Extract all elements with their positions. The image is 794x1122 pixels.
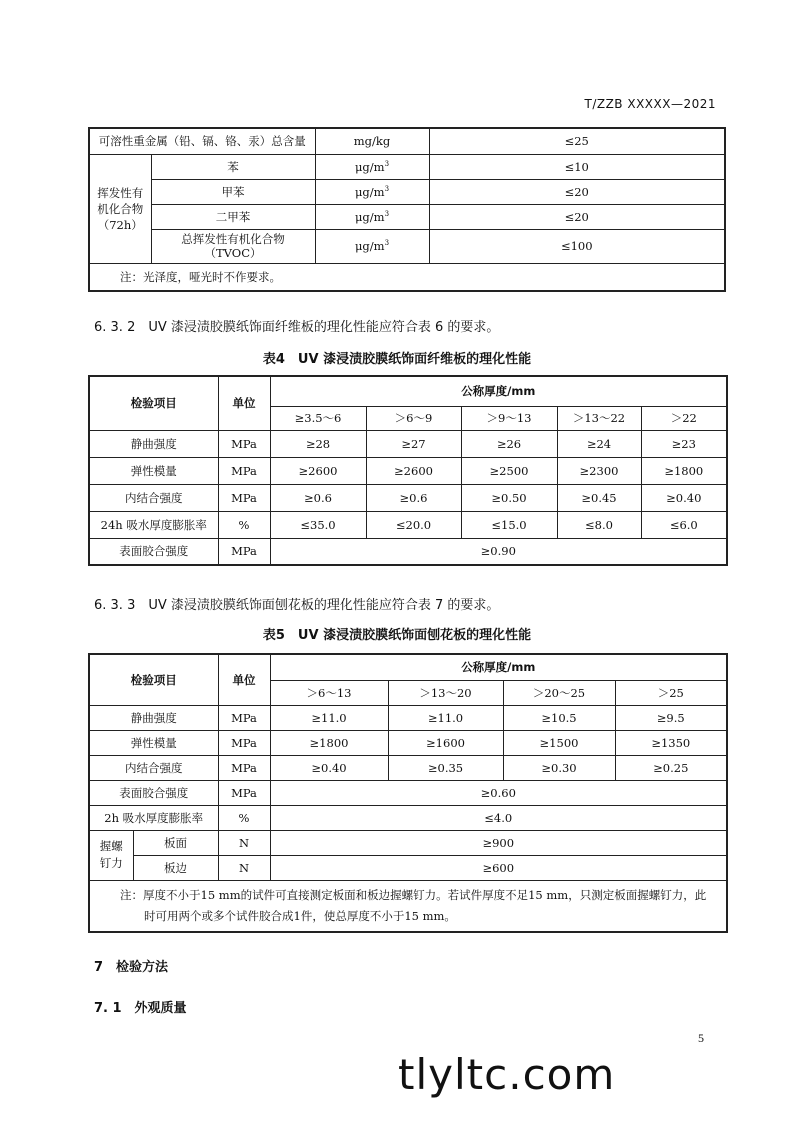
thickness-col: ＞9～13 — [461, 406, 557, 430]
item-cell: 24h 吸水厚度膨胀率 — [89, 511, 218, 538]
table-row — [89, 705, 727, 730]
value-cell: ≥24 — [557, 430, 641, 457]
thickness-col: ＞13～22 — [557, 406, 641, 430]
table-row — [89, 855, 727, 880]
value-cell: ≤6.0 — [641, 511, 727, 538]
item-cell: 表面胶合强度 — [89, 780, 218, 805]
value-cell: ≥1800 — [641, 457, 727, 484]
unit-cell: $\mu g/m^3$ — [315, 204, 429, 229]
section-heading-7: 7 检验方法 — [94, 960, 169, 975]
item-cell: 表面胶合强度 — [89, 538, 218, 565]
value-cell: ≤35.0 — [270, 511, 366, 538]
value-cell: ≥2300 — [557, 457, 641, 484]
thickness-col: ＞13～20 — [388, 680, 503, 705]
value-cell: ≥600 — [270, 855, 727, 880]
voc-group-label: 挥发性有机化合物（72h） — [89, 154, 151, 263]
header-thickness: 公称厚度/mm — [270, 654, 727, 680]
section-heading-7-1: 7. 1 外观质量 — [94, 1001, 187, 1016]
table-row — [89, 484, 727, 511]
header-unit: 单位 — [218, 654, 270, 705]
unit-cell: MPa — [218, 755, 270, 780]
paragraph-6-3-3: 6. 3. 3 UV 漆浸渍胶膜纸饰面刨花板的理化性能应符合表 7 的要求。 — [94, 598, 500, 613]
value-cell: ≥0.25 — [615, 755, 727, 780]
item-cell: 弹性模量 — [89, 457, 218, 484]
unit-cell: MPa — [218, 705, 270, 730]
value-cell: ≤10 — [429, 154, 725, 179]
table-note-row — [89, 263, 725, 291]
table-row — [89, 229, 725, 263]
unit-cell: MPa — [218, 457, 270, 484]
unit-cell: $\mu g/m^3$ — [315, 179, 429, 204]
value-cell: ≥27 — [366, 430, 461, 457]
table-row — [89, 538, 727, 565]
value-cell: ≥0.45 — [557, 484, 641, 511]
unit-cell: $\mu g/m^3$ — [315, 154, 429, 179]
unit-cell: % — [218, 511, 270, 538]
paragraph-6-3-2: 6. 3. 2 UV 漆浸渍胶膜纸饰面纤维板的理化性能应符合表 6 的要求。 — [94, 320, 500, 335]
unit-cell: N — [218, 830, 270, 855]
value-cell: ≥1500 — [503, 730, 615, 755]
table-row — [89, 805, 727, 830]
value-cell: ≥11.0 — [270, 705, 388, 730]
value-cell: ≥0.40 — [270, 755, 388, 780]
table-row — [89, 430, 727, 457]
unit-cell: MPa — [218, 430, 270, 457]
value-cell: ≤20 — [429, 204, 725, 229]
header-item: 检验项目 — [89, 376, 218, 430]
value-cell: ≥1350 — [615, 730, 727, 755]
unit-cell: MPa — [218, 538, 270, 565]
value-cell: ≥900 — [270, 830, 727, 855]
value-cell: ≥1800 — [270, 730, 388, 755]
header-unit: 单位 — [218, 376, 270, 430]
table-row — [89, 179, 725, 204]
table-top — [88, 127, 726, 292]
unit-cell: MPa — [218, 484, 270, 511]
value-cell: ≤20 — [429, 179, 725, 204]
table5 — [88, 653, 728, 933]
value-cell: ≥1600 — [388, 730, 503, 755]
value-cell: ≤25 — [429, 128, 725, 154]
item-cell: 板面 — [133, 830, 218, 855]
unit-cell: $\mu g/m^3$ — [315, 229, 429, 263]
header-item: 检验项目 — [89, 654, 218, 705]
value-cell: ≤15.0 — [461, 511, 557, 538]
item-cell: 弹性模量 — [89, 730, 218, 755]
value-cell: ≥11.0 — [388, 705, 503, 730]
value-cell: ≥26 — [461, 430, 557, 457]
value-cell: ≤20.0 — [366, 511, 461, 538]
unit-cell: MPa — [218, 780, 270, 805]
value-cell: ≥0.50 — [461, 484, 557, 511]
item-cell: 二甲苯 — [151, 204, 315, 229]
value-cell: ≥0.6 — [270, 484, 366, 511]
item-cell: 可溶性重金属（铅、镉、铬、汞）总含量 — [89, 128, 315, 154]
table-note-row — [89, 880, 727, 932]
header-thickness: 公称厚度/mm — [270, 376, 727, 406]
table-note: 注：光泽度，哑光时不作要求。 — [89, 263, 725, 291]
value-cell: ≥0.35 — [388, 755, 503, 780]
item-cell: 内结合强度 — [89, 484, 218, 511]
table4-caption: 表4 UV 漆浸渍胶膜纸饰面纤维板的理化性能 — [262, 352, 532, 367]
table-header-row — [89, 376, 727, 406]
value-cell: ≥0.6 — [366, 484, 461, 511]
unit-cell: mg/kg — [315, 128, 429, 154]
table-note — [89, 880, 727, 932]
thickness-col: ＞22 — [641, 406, 727, 430]
table-row — [89, 830, 727, 855]
table5-caption: 表5 UV 漆浸渍胶膜纸饰面刨花板的理化性能 — [262, 628, 532, 643]
value-cell: ≥2500 — [461, 457, 557, 484]
value-cell: ≥2600 — [270, 457, 366, 484]
table-note-line: 时可用两个或多个试件胶合成1件，使总厚度不小于15 mm。 — [144, 908, 456, 923]
screw-group-label: 握螺钉力 — [89, 830, 133, 880]
value-cell: ≥10.5 — [503, 705, 615, 730]
value-cell: ≥0.60 — [270, 780, 727, 805]
value-cell: ≤100 — [429, 229, 725, 263]
table-row — [89, 128, 725, 154]
watermark-text: tlyltc.com — [398, 1050, 616, 1099]
value-cell: ≥9.5 — [615, 705, 727, 730]
unit-cell: % — [218, 805, 270, 830]
thickness-col: ＞6～9 — [366, 406, 461, 430]
value-cell: ≥2600 — [366, 457, 461, 484]
thickness-col: ＞6～13 — [270, 680, 388, 705]
table4 — [88, 375, 728, 566]
value-cell: ≥0.90 — [270, 538, 727, 565]
item-cell: 甲苯 — [151, 179, 315, 204]
unit-cell: MPa — [218, 730, 270, 755]
table-note-line: 注：厚度不小于15 mm的试件可直接测定板面和板边握螺钉力。若试件厚度不足15 mm，只测定板面握螺钉力，此 — [120, 887, 707, 902]
item-cell: 2h 吸水厚度膨胀率 — [89, 805, 218, 830]
thickness-col: ≥3.5～6 — [270, 406, 366, 430]
document-number: T/ZZB XXXXX—2021 — [584, 97, 716, 111]
value-cell: ≤4.0 — [270, 805, 727, 830]
table-row — [89, 511, 727, 538]
table-row — [89, 755, 727, 780]
table-row — [89, 204, 725, 229]
table-row — [89, 730, 727, 755]
page-number: 5 — [698, 1031, 704, 1045]
unit-cell: N — [218, 855, 270, 880]
value-cell: ≥23 — [641, 430, 727, 457]
value-cell: ≥0.40 — [641, 484, 727, 511]
table-row — [89, 154, 725, 179]
thickness-col: ＞20～25 — [503, 680, 615, 705]
table-row — [89, 457, 727, 484]
item-cell: 静曲强度 — [89, 705, 218, 730]
item-cell: 内结合强度 — [89, 755, 218, 780]
table-header-row — [89, 654, 727, 680]
value-cell: ≤8.0 — [557, 511, 641, 538]
item-cell: 总挥发性有机化合物（TVOC） — [151, 229, 315, 263]
value-cell: ≥0.30 — [503, 755, 615, 780]
item-cell: 静曲强度 — [89, 430, 218, 457]
value-cell: ≥28 — [270, 430, 366, 457]
thickness-col: ＞25 — [615, 680, 727, 705]
item-cell: 苯 — [151, 154, 315, 179]
table-row — [89, 780, 727, 805]
item-cell: 板边 — [133, 855, 218, 880]
